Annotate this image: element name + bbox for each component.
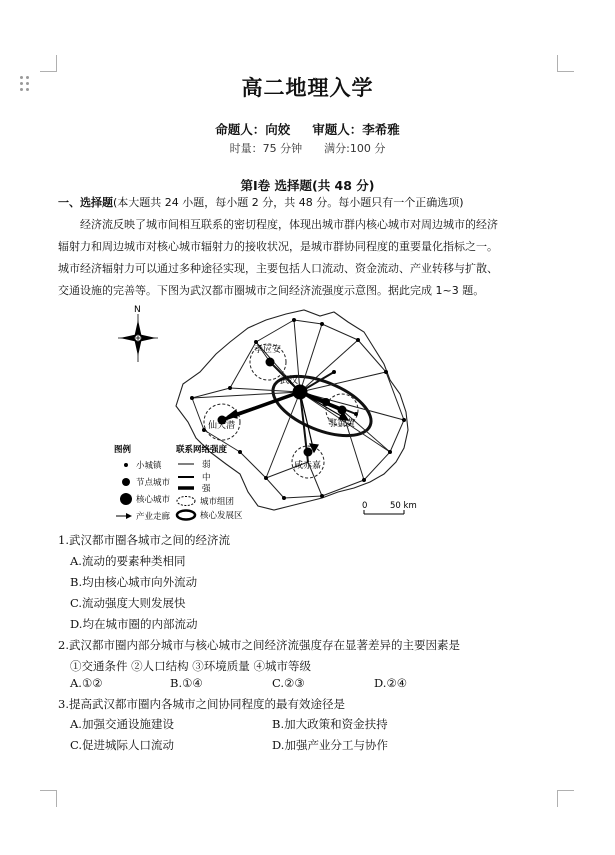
q2-option-c[interactable]: C.②③ <box>272 676 305 690</box>
q1-option-c[interactable]: C.流动强度大则发展快 <box>70 596 186 610</box>
page-title: 高二地理入学 <box>241 76 374 100</box>
legend-city-group: 城市组团 <box>200 497 235 507</box>
question-2-stem: 2.武汉都市圈内部分城市与核心城市之间经济流强度存在显著差异的主要因素是 <box>58 638 460 652</box>
q1-option-d[interactable]: D.均在城市圈的内部流动 <box>70 617 198 631</box>
label-wuhan: 武汉 <box>280 376 299 386</box>
time-score-line <box>0 140 615 156</box>
q2-option-a[interactable]: A.①② <box>70 676 103 690</box>
crop-mark-top-right <box>557 55 574 72</box>
question-3-stem: 3.提高武汉都市圈内各城市之间协同程度的最有效途径是 <box>58 697 345 711</box>
core-city-wuhan <box>293 385 308 400</box>
legend-industry-corridor: 产业走廊 <box>136 512 171 522</box>
wuhan-economic-flow-map <box>108 302 428 524</box>
label-ehuang: 鄂黄黄 <box>328 419 356 429</box>
north-label: N <box>134 305 141 315</box>
legend-node-city: 节点城市 <box>136 478 171 488</box>
node-city-ehuang <box>338 406 347 415</box>
reviewer: 审题人：李希雅 <box>312 122 400 137</box>
passage-line-1: 经济流反映了城市间相互联系的密切程度，体现出城市群内核心城市对周边城市的经济 <box>80 218 498 231</box>
label-xiantao: 仙天潜 <box>208 421 236 431</box>
legend-title: 图例 <box>114 445 132 455</box>
legend-strong: 强 <box>202 484 211 494</box>
legend-core-city: 核心城市 <box>136 495 171 505</box>
q2-option-d[interactable]: D.②④ <box>374 676 408 690</box>
exam-time: 时量：75 分钟 <box>229 142 303 155</box>
legend-core-zone: 核心发展区 <box>200 511 243 521</box>
question-1-stem: 1.武汉都市圈各城市之间的经济流 <box>58 533 230 547</box>
q2-option-b[interactable]: B.①④ <box>170 676 203 690</box>
crop-mark-bottom-right <box>557 790 574 807</box>
map-legend <box>114 444 243 522</box>
node-city-xianning <box>304 448 313 457</box>
part-label: 一、选择题 <box>58 196 113 209</box>
q3-option-a[interactable]: A.加强交通设施建设 <box>70 717 174 731</box>
crop-mark-top-left <box>40 55 57 72</box>
compass-icon <box>118 305 158 362</box>
legend-small-town: 小城镇 <box>136 461 162 471</box>
passage-line-4: 交通设施的完善等。下图为武汉都市圈城市之间经济流强度示意图。据此完成 1~3 题。 <box>58 284 485 297</box>
part-heading <box>58 192 464 213</box>
q2-items: ①交通条件 ②人口结构 ③环境质量 ④城市等级 <box>70 659 311 673</box>
legend-medium: 中 <box>202 473 211 483</box>
authors-line <box>0 120 615 138</box>
crop-mark-bottom-left <box>40 790 57 807</box>
part-desc: (本大题共 24 小题，每小题 2 分，共 48 分。每小题只有一个正确选项) <box>113 196 464 209</box>
scale-label: 50 km <box>390 501 417 511</box>
scale-zero: 0 <box>362 501 368 511</box>
legend-strength-title: 联系网络强度 <box>176 445 228 455</box>
q3-option-d[interactable]: D.加强产业分工与协作 <box>272 738 388 752</box>
section-title: 第Ⅰ卷 选择题(共 48 分) <box>240 178 375 193</box>
node-city-ezhou <box>322 398 330 406</box>
region-outline <box>176 310 408 510</box>
q3-option-b[interactable]: B.加大政策和资金扶持 <box>272 717 388 731</box>
label-xianning: 咸赤嘉 <box>294 461 322 471</box>
setter: 命题人：向姣 <box>215 122 291 137</box>
q1-option-b[interactable]: B.均由核心城市向外流动 <box>70 575 198 589</box>
node-city-xiaogan <box>266 358 275 367</box>
exam-score: 满分:100 分 <box>324 142 386 155</box>
label-xiaogan: 孝应安 <box>254 345 282 355</box>
q3-option-c[interactable]: C.促进城际人口流动 <box>70 738 175 752</box>
small-towns <box>190 318 406 500</box>
q1-option-a[interactable]: A.流动的要素种类相同 <box>70 554 186 568</box>
passage-line-3: 城市经济辐射力可以通过多种途径实现，主要包括人口流动、资金流动、产业转移与扩散、 <box>58 262 498 275</box>
passage-line-2: 辐射力和周边城市对核心城市辐射力的接收状况，是城市群协同程度的重要量化指标之一。 <box>58 240 498 253</box>
legend-weak: 弱 <box>202 460 211 470</box>
scale-bar <box>362 501 417 514</box>
